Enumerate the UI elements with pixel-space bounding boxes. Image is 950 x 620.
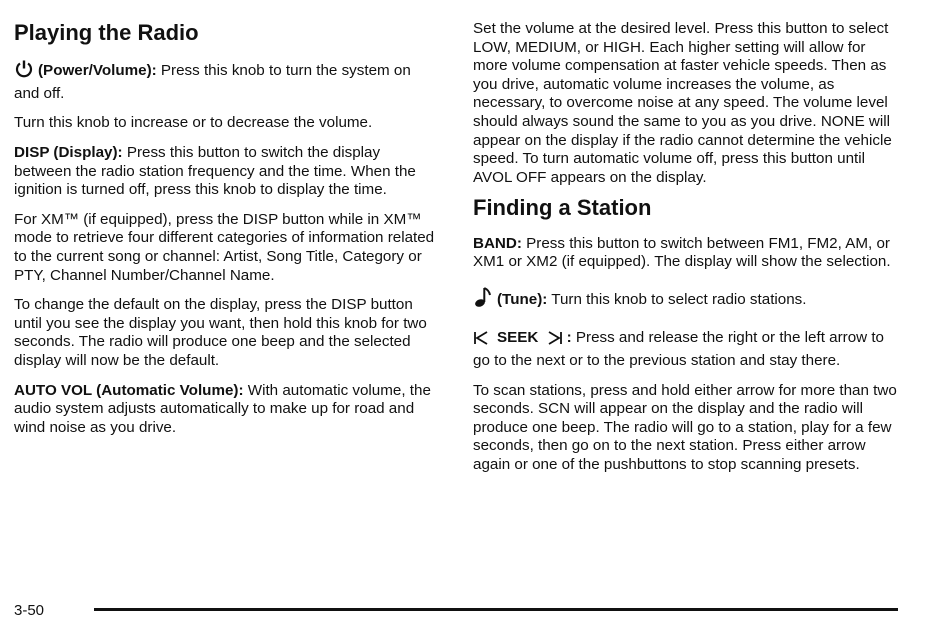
volume-level-paragraph: Set the volume at the desired level. Press this button to select LOW, MEDIUM, or HIGH. Each higher setting will allow for more volume compensation at faster vehicle speeds. Then as you drive, automatic volume increases the volume, as necessary, to overcome noise at any speed. The volume level should always sound the same to you as you drive. NONE will appear on the display if the radio cannot determine the vehicle speed. To turn automatic volume off, press this button until AVOL OFF appears on the display. <box>473 20 892 186</box>
section-title-playing-radio: Playing the Radio <box>14 20 199 45</box>
music-note-icon <box>473 286 493 314</box>
tune-paragraph <box>473 286 897 314</box>
power-volume-text: Press this knob to turn the system on and off. <box>14 62 411 102</box>
power-volume-paragraph <box>14 59 440 103</box>
tune-label: (Tune): <box>497 290 548 308</box>
xm-paragraph: For XM™ (if equipped), press the DISP button while in XM™ mode to retrieve four different categories of information related to the current song or channel: Artist, Song Title, Category or PTY, Channel Number/Channel Name. <box>14 210 435 284</box>
seek-text: Press and release the right or the left arrow to go to the next or to the previous station and stay there. <box>473 329 885 370</box>
right-column <box>473 20 897 486</box>
disp-paragraph <box>14 144 440 200</box>
auto-volume-paragraph <box>14 382 440 438</box>
band-label: BAND: <box>473 234 522 252</box>
volume-paragraph: Turn this knob to increase or to decrease the volume. <box>14 114 373 132</box>
left-column <box>14 20 440 448</box>
seek-back-icon <box>473 330 489 352</box>
auto-volume-text: With automatic volume, the audio system adjusts automatically to make up for road and wind noise as you drive. <box>14 381 431 436</box>
band-text: Press this button to switch between FM1, FM2, AM, or XM1 or XM2 (if equipped). The display will show the selection. <box>473 234 891 271</box>
seek-forward-icon <box>547 330 563 352</box>
seek-colon: : <box>566 329 572 347</box>
default-display-paragraph: To change the default on the display, press the DISP button until you see the display you want, then hold this knob for two seconds. The radio will produce one beep and the selected display will now be the default. <box>14 296 427 370</box>
page-number: 3-50 <box>14 602 45 619</box>
band-paragraph <box>473 235 897 272</box>
footer-rule <box>94 608 898 611</box>
auto-volume-label: AUTO VOL (Automatic Volume): <box>14 381 244 399</box>
seek-label: SEEK <box>497 329 539 347</box>
power-icon <box>14 59 34 85</box>
disp-label: DISP (Display): <box>14 144 123 162</box>
power-volume-label: (Power/Volume): <box>38 62 157 80</box>
disp-text: Press this button to switch the display between the radio station frequency and the time. When the ignition is turned off, press this knob to display the time. <box>14 144 416 199</box>
seek-paragraph <box>473 329 897 370</box>
section-title-finding-station: Finding a Station <box>473 195 652 221</box>
tune-text: Turn this knob to select radio stations. <box>547 290 807 308</box>
scan-paragraph: To scan stations, press and hold either arrow for more than two seconds. SCN will appear on the display and the radio will produce one beep. The radio will go to a station, play for a few seconds, then go on to the next station. Press either arrow again or one of the pushbuttons to stop scanning presets. <box>473 381 897 473</box>
